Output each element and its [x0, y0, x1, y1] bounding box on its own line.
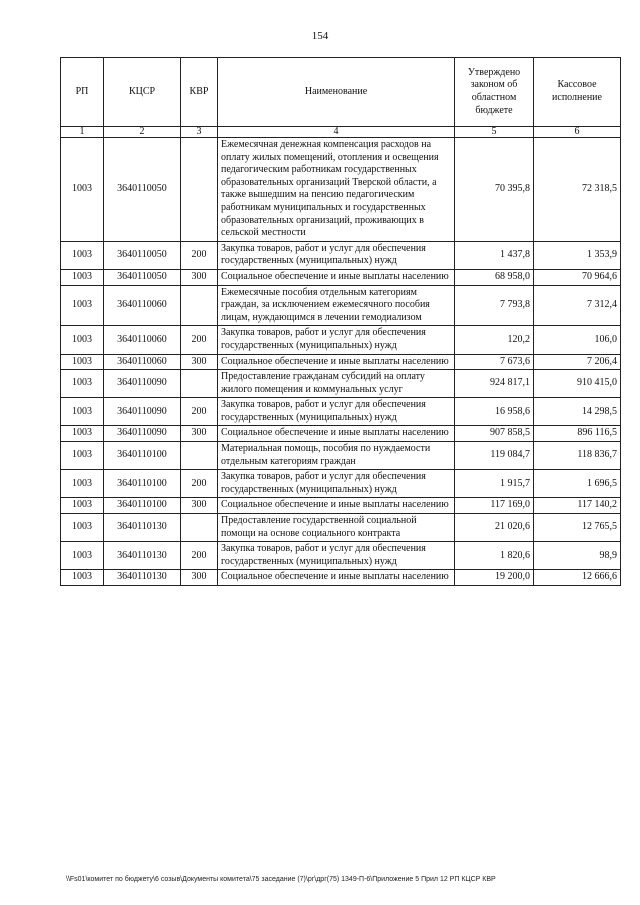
- cell-name: Материальная помощь, пособия по нуждаемости отдельным категориям граждан: [218, 442, 455, 470]
- cell-approved: 1 915,7: [455, 470, 534, 498]
- cell-kcsr: 3640110050: [104, 138, 181, 242]
- cell-approved: 924 817,1: [455, 370, 534, 398]
- cell-rp: 1003: [61, 370, 104, 398]
- table-row: [61, 442, 621, 470]
- cell-cash-execution: 117 140,2: [534, 498, 621, 514]
- header-approved: Утверждено законом об областном бюджете: [455, 58, 534, 127]
- cell-rp: 1003: [61, 442, 104, 470]
- cell-name: Ежемесячные пособия отдельным категориям граждан, за исключением ежемесячного пособия лицам, нуждающимся в лечении гемодиализом: [218, 285, 455, 326]
- cell-approved: 68 958,0: [455, 269, 534, 285]
- cell-cash-execution: 72 318,5: [534, 138, 621, 242]
- cell-name: Предоставление гражданам субсидий на оплату жилого помещения и коммунальных услуг: [218, 370, 455, 398]
- table-row: [61, 269, 621, 285]
- cell-kvr: [181, 285, 218, 326]
- cell-approved: 1 820,6: [455, 542, 534, 570]
- cell-kcsr: 3640110060: [104, 285, 181, 326]
- table-row: [61, 241, 621, 269]
- cell-name: Закупка товаров, работ и услуг для обеспечения государственных (муниципальных) нужд: [218, 241, 455, 269]
- cell-cash-execution: 70 964,6: [534, 269, 621, 285]
- cell-name: Социальное обеспечение и иные выплаты населению: [218, 498, 455, 514]
- cell-kcsr: 3640110130: [104, 514, 181, 542]
- header-name: Наименование: [218, 58, 455, 127]
- column-number: 2: [104, 127, 181, 138]
- table-row: [61, 285, 621, 326]
- cell-kcsr: 3640110100: [104, 470, 181, 498]
- cell-kcsr: 3640110060: [104, 354, 181, 370]
- cell-approved: 120,2: [455, 326, 534, 354]
- cell-rp: 1003: [61, 269, 104, 285]
- cell-name: Закупка товаров, работ и услуг для обеспечения государственных (муниципальных) нужд: [218, 398, 455, 426]
- table-row: [61, 354, 621, 370]
- cell-cash-execution: 14 298,5: [534, 398, 621, 426]
- column-number: 6: [534, 127, 621, 138]
- cell-kcsr: 3640110050: [104, 269, 181, 285]
- cell-kvr: 200: [181, 241, 218, 269]
- cell-rp: 1003: [61, 285, 104, 326]
- cell-kvr: 300: [181, 426, 218, 442]
- cell-kvr: 200: [181, 542, 218, 570]
- cell-kvr: 200: [181, 398, 218, 426]
- cell-name: Ежемесячная денежная компенсация расходов на оплату жилых помещений, отопления и освещения педагогическим работникам государственных образовательных организаций Тверской области, а также вышедшим на пенсию педагогическим работникам муниципальных и государственных образовательных организаций, проживающих в сельской местности: [218, 138, 455, 242]
- cell-cash-execution: 118 836,7: [534, 442, 621, 470]
- cell-kcsr: 3640110090: [104, 398, 181, 426]
- cell-rp: 1003: [61, 426, 104, 442]
- cell-name: Социальное обеспечение и иные выплаты населению: [218, 269, 455, 285]
- cell-cash-execution: 896 116,5: [534, 426, 621, 442]
- cell-kvr: 300: [181, 498, 218, 514]
- cell-name: Социальное обеспечение и иные выплаты населению: [218, 426, 455, 442]
- header-kcsr: КЦСР: [104, 58, 181, 127]
- cell-kvr: 200: [181, 326, 218, 354]
- table-row: [61, 514, 621, 542]
- cell-kcsr: 3640110100: [104, 442, 181, 470]
- table-row: [61, 398, 621, 426]
- table-row: [61, 326, 621, 354]
- cell-kvr: 200: [181, 470, 218, 498]
- cell-kcsr: 3640110050: [104, 241, 181, 269]
- cell-rp: 1003: [61, 498, 104, 514]
- cell-cash-execution: 98,9: [534, 542, 621, 570]
- cell-rp: 1003: [61, 241, 104, 269]
- table-row: [61, 470, 621, 498]
- cell-approved: 70 395,8: [455, 138, 534, 242]
- header-cash-execution: Кассовое исполнение: [534, 58, 621, 127]
- cell-rp: 1003: [61, 470, 104, 498]
- cell-approved: 907 858,5: [455, 426, 534, 442]
- table-header-row: [61, 58, 621, 127]
- table-row: [61, 498, 621, 514]
- cell-name: Закупка товаров, работ и услуг для обеспечения государственных (муниципальных) нужд: [218, 326, 455, 354]
- cell-cash-execution: 1 696,5: [534, 470, 621, 498]
- cell-kcsr: 3640110090: [104, 426, 181, 442]
- column-number: 5: [455, 127, 534, 138]
- file-path-footer: \\Fs01\комитет по бюджету\6 созыв\Документы комитета\75 заседание (7)\рг\дрг(75) 1349-П-6\Приложение 5 Прил 12 РП КЦСР КВР: [66, 876, 496, 883]
- cell-rp: 1003: [61, 514, 104, 542]
- page-number: 154: [311, 30, 329, 42]
- budget-table: [60, 57, 621, 586]
- cell-rp: 1003: [61, 542, 104, 570]
- cell-kvr: 300: [181, 354, 218, 370]
- cell-rp: 1003: [61, 326, 104, 354]
- cell-rp: 1003: [61, 138, 104, 242]
- cell-kvr: [181, 370, 218, 398]
- cell-approved: 117 169,0: [455, 498, 534, 514]
- cell-kcsr: 3640110060: [104, 326, 181, 354]
- cell-approved: 19 200,0: [455, 570, 534, 586]
- cell-cash-execution: 12 765,5: [534, 514, 621, 542]
- cell-cash-execution: 910 415,0: [534, 370, 621, 398]
- cell-kvr: [181, 138, 218, 242]
- cell-kcsr: 3640110130: [104, 542, 181, 570]
- cell-rp: 1003: [61, 570, 104, 586]
- cell-approved: 119 084,7: [455, 442, 534, 470]
- cell-cash-execution: 7 206,4: [534, 354, 621, 370]
- cell-name: Социальное обеспечение и иные выплаты населению: [218, 354, 455, 370]
- cell-approved: 7 673,6: [455, 354, 534, 370]
- table-row: [61, 542, 621, 570]
- cell-approved: 16 958,6: [455, 398, 534, 426]
- cell-kvr: [181, 514, 218, 542]
- cell-cash-execution: 12 666,6: [534, 570, 621, 586]
- cell-kvr: 300: [181, 570, 218, 586]
- table-row: [61, 426, 621, 442]
- cell-kcsr: 3640110090: [104, 370, 181, 398]
- cell-approved: 1 437,8: [455, 241, 534, 269]
- table-body: [61, 138, 621, 586]
- cell-kvr: [181, 442, 218, 470]
- cell-name: Социальное обеспечение и иные выплаты населению: [218, 570, 455, 586]
- header-rp: РП: [61, 58, 104, 127]
- column-number-row: [61, 127, 621, 138]
- cell-name: Предоставление государственной социальной помощи на основе социального контракта: [218, 514, 455, 542]
- header-kvr: КВР: [181, 58, 218, 127]
- cell-cash-execution: 106,0: [534, 326, 621, 354]
- table-row: [61, 570, 621, 586]
- cell-rp: 1003: [61, 398, 104, 426]
- table-row: [61, 370, 621, 398]
- cell-kcsr: 3640110130: [104, 570, 181, 586]
- cell-cash-execution: 7 312,4: [534, 285, 621, 326]
- column-number: 1: [61, 127, 104, 138]
- column-number: 4: [218, 127, 455, 138]
- cell-name: Закупка товаров, работ и услуг для обеспечения государственных (муниципальных) нужд: [218, 542, 455, 570]
- cell-rp: 1003: [61, 354, 104, 370]
- cell-kvr: 300: [181, 269, 218, 285]
- column-number: 3: [181, 127, 218, 138]
- cell-name: Закупка товаров, работ и услуг для обеспечения государственных (муниципальных) нужд: [218, 470, 455, 498]
- cell-cash-execution: 1 353,9: [534, 241, 621, 269]
- cell-kcsr: 3640110100: [104, 498, 181, 514]
- cell-approved: 21 020,6: [455, 514, 534, 542]
- table-row: [61, 138, 621, 242]
- cell-approved: 7 793,8: [455, 285, 534, 326]
